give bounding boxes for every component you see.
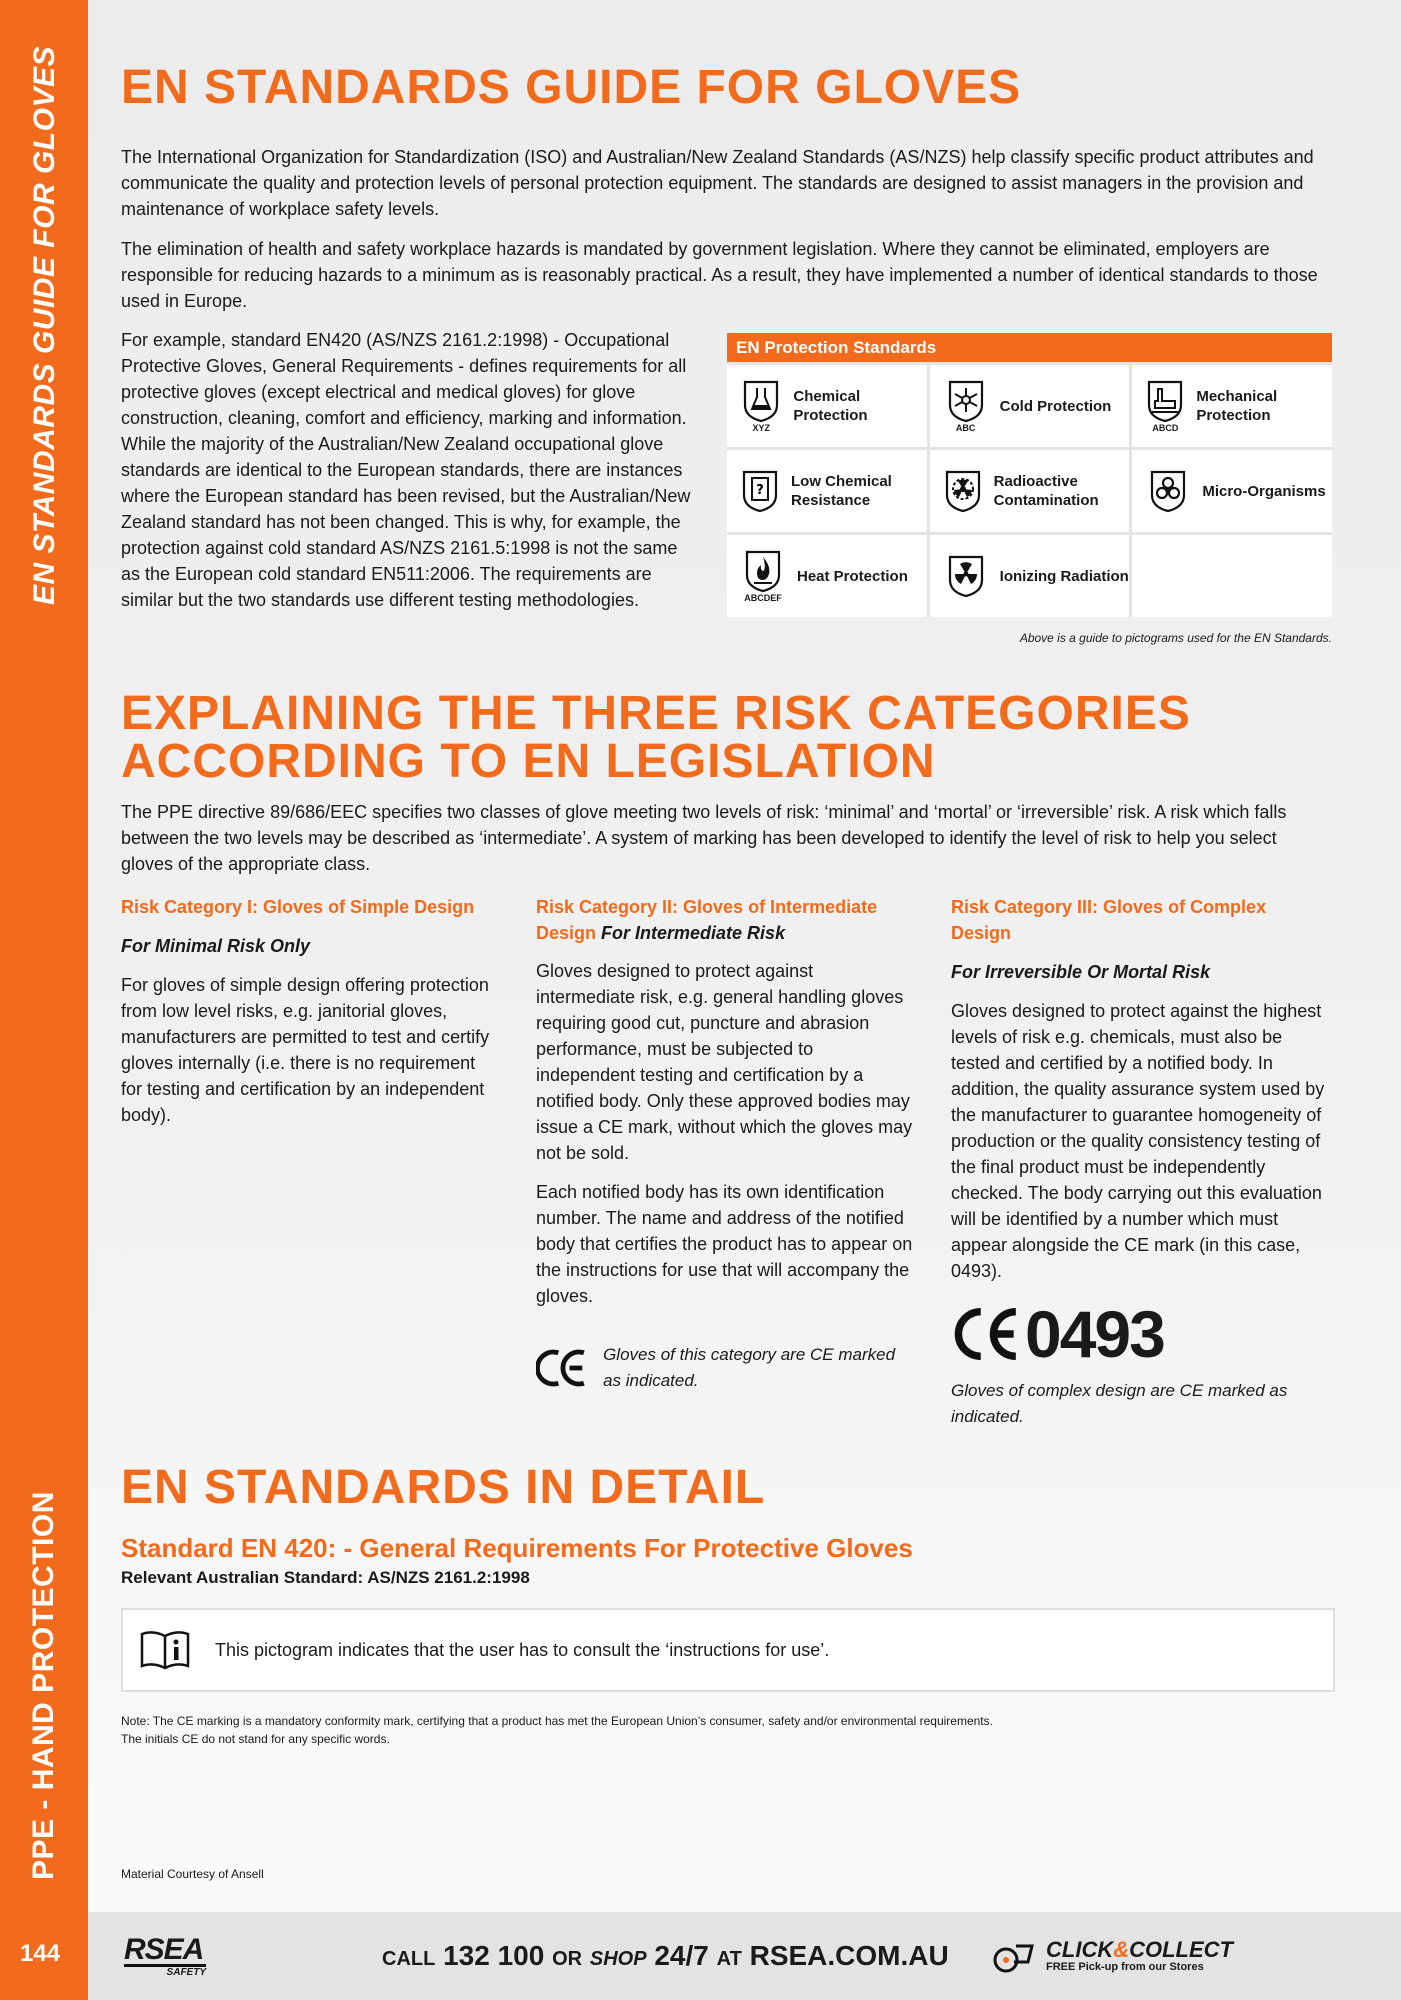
notified-body-number: 0493 bbox=[1025, 1297, 1164, 1371]
code-label: ABC bbox=[955, 423, 976, 433]
ce-mark-row bbox=[536, 1341, 916, 1395]
website-link[interactable]: RSEA.COM.AU bbox=[749, 1940, 949, 1971]
pictogram-text: This pictogram indicates that the user has to consult the ‘instructions for use’. bbox=[215, 1639, 830, 1660]
table-cell bbox=[930, 365, 1130, 447]
risk-category-2 bbox=[536, 894, 916, 1395]
table-cell bbox=[727, 450, 927, 532]
glove-icon bbox=[1146, 379, 1184, 423]
click-collect-icon bbox=[992, 1936, 1038, 1976]
at-word: AT bbox=[716, 1948, 742, 1970]
relevant-standard: Relevant Australian Standard: AS/NZS 2161.2:1998 bbox=[121, 1568, 530, 1587]
rsea-logo[interactable] bbox=[124, 1933, 224, 1978]
note-line-2: The initials CE do not stand for any specific words. bbox=[121, 1732, 390, 1746]
standard-label: Low Chemical Resistance bbox=[791, 473, 892, 509]
click-collect[interactable] bbox=[992, 1936, 1233, 1976]
intro-paragraph-2: The elimination of health and safety workplace hazards is mandated by government legislation. Where they cannot be eliminated, employers are responsible for reducing hazards to a minimum as is reasonably practical. As a result, they have implemented a number of identical standards to those used in Europe. bbox=[121, 239, 1318, 311]
standard-title: Standard EN 420: - General Requirements For Protective Gloves bbox=[121, 1533, 913, 1563]
sidebar-bottom-label: PPE - HAND PROTECTION bbox=[27, 1491, 60, 1880]
note-line-1: Note: The CE marking is a mandatory conformity mark, certifying that a product has met the European Union’s consumer, safety and/or environmental requirements. bbox=[121, 1714, 993, 1728]
table-caption: Above is a guide to pictograms used for the EN Standards. bbox=[1019, 631, 1332, 645]
low-chemical-flask-icon bbox=[741, 469, 779, 513]
category-subtitle: For Intermediate Risk bbox=[601, 923, 786, 943]
phone-number[interactable]: 132 100 bbox=[443, 1940, 545, 1971]
category-title: Risk Category III: Gloves of Complex Design bbox=[951, 897, 1267, 943]
pickup-text: FREE Pick-up from our Stores bbox=[1046, 1961, 1204, 1973]
flask-icon bbox=[742, 379, 780, 423]
code-label: ABCD bbox=[1152, 423, 1179, 433]
table-cell bbox=[930, 535, 1130, 617]
standard-label: Cold Protection bbox=[999, 397, 1112, 415]
table-cell-empty bbox=[1132, 535, 1332, 617]
section-title-line-1: EXPLAINING THE THREE RISK CATEGORIES bbox=[121, 687, 1191, 740]
ce-mark-with-number bbox=[951, 1297, 1331, 1371]
intro-paragraph-3: For example, standard EN420 (AS/NZS 2161.2:1998) - Occupational Protective Gloves, General Requirements - defines requirements for all protective gloves (except electrical and medical gloves) for glove construction, cleaning, comfort and efficiency, marking and information. While the majority of the Australian/New Zealand occupational glove standards are identical to the European standards, there are instances where the European standard has been revised, but the Australian/New Zealand standard has not been changed. This is why, for example, the protection against cold standard AS/NZS 2161.5:1998 is not the same as the European cold standard EN511:2006. The requirements are similar but the two standards use different testing methodologies. bbox=[121, 330, 691, 610]
page-number: 144 bbox=[20, 1940, 61, 1967]
biohazard-icon bbox=[1149, 469, 1187, 513]
standard-label: Heat Protection bbox=[797, 567, 908, 585]
category-subtitle: For Minimal Risk Only bbox=[121, 936, 311, 956]
table-cell bbox=[1132, 365, 1332, 447]
code-label: ABCDEF bbox=[744, 593, 782, 603]
section-title-risk bbox=[121, 687, 1191, 788]
radiation-icon bbox=[947, 554, 985, 598]
svg-text:?: ? bbox=[756, 483, 764, 498]
standard-label: Micro-Organisms bbox=[1202, 482, 1326, 500]
shop-word: SHOP bbox=[589, 1948, 647, 1970]
risk-category-3 bbox=[951, 894, 1331, 1430]
ampersand: & bbox=[1113, 1937, 1130, 1962]
info-book-icon bbox=[139, 1628, 191, 1672]
ce-mark-icon bbox=[536, 1341, 587, 1395]
table-cell bbox=[1132, 450, 1332, 532]
intro-paragraph-1: The International Organization for Standardization (ISO) and Australian/New Zealand Standards (AS/NZS) help classify specific product attributes and communicate the quality and protection levels of personal protection equipment. The standards are designed to assist managers in the provision and maintenance of workplace safety levels. bbox=[121, 147, 1314, 219]
logo-sub: SAFETY bbox=[124, 1964, 206, 1978]
table-header: EN Protection Standards bbox=[727, 333, 1332, 362]
pictogram-box bbox=[121, 1608, 1335, 1692]
sidebar-top-label: EN STANDARDS GUIDE FOR GLOVES bbox=[28, 46, 61, 605]
risk-intro-paragraph: The PPE directive 89/686/EEC specifies two classes of glove meeting two levels of risk: ‘minimal’ and ‘mortal’ or ‘irreversible’ risk. A risk which falls between the two levels may be described as ‘intermediate’. A system of marking has been developed to identify the level of risk to help you select gloves of the appropriate class. bbox=[121, 802, 1287, 874]
section-title-detail: EN STANDARDS IN DETAIL bbox=[121, 1461, 766, 1514]
table-cell bbox=[727, 365, 927, 447]
standard-label: Chemical Protection bbox=[793, 388, 868, 424]
ce-mark-icon bbox=[951, 1305, 1019, 1363]
category-body: Gloves designed to protect against intermediate risk, e.g. general handling gloves requiring good cut, puncture and abrasion performance, must be subjected to independent testing and certification by a notified body. Only these approved bodies may issue a CE mark, without which the gloves may not be sold. bbox=[536, 961, 913, 1163]
table-grid bbox=[727, 362, 1332, 617]
hours: 24/7 bbox=[654, 1940, 709, 1971]
protection-standards-table bbox=[727, 333, 1332, 645]
code-label: XYZ bbox=[752, 423, 770, 433]
call-word: CALL bbox=[382, 1948, 436, 1970]
category-title: Risk Category I: Gloves of Simple Design bbox=[121, 897, 475, 917]
snowflake-icon bbox=[947, 379, 985, 423]
footer bbox=[88, 1912, 1401, 2000]
courtesy-text: Material Courtesy of Ansell bbox=[121, 1867, 264, 1881]
ce-caption: Gloves of this category are CE marked as indicated. bbox=[603, 1345, 896, 1390]
section-title-line-2: ACCORDING TO EN LEGISLATION bbox=[121, 735, 936, 788]
standard-label: Radioactive Contamination bbox=[993, 473, 1099, 509]
flame-icon bbox=[744, 549, 782, 593]
or-word: OR bbox=[552, 1948, 583, 1970]
page-title: EN STANDARDS GUIDE FOR GLOVES bbox=[121, 61, 1022, 114]
ce-note bbox=[121, 1712, 993, 1748]
radioactive-contamination-icon bbox=[944, 469, 982, 513]
risk-category-1 bbox=[121, 894, 501, 1128]
category-body: Gloves designed to protect against the highest levels of risk e.g. chemicals, must also be tested and certified by a notified body. In addition, the quality assurance system used by the manufacturer to guarantee homogeneity of production or the quality consistency testing of the final product must be independently checked. The body carrying out this evaluation will be identified by a number which must appear alongside the CE mark (in this case, 0493). bbox=[951, 1001, 1325, 1281]
standard-label: Ionizing Radiation bbox=[999, 567, 1129, 585]
collect-word: COLLECT bbox=[1129, 1937, 1233, 1962]
standard-label: Mechanical Protection bbox=[1196, 388, 1278, 424]
ce-caption: Gloves of complex design are CE marked as indicated. bbox=[951, 1381, 1288, 1426]
table-cell bbox=[727, 535, 927, 617]
category-body-2: Each notified body has its own identification number. The name and address of the notified body that certifies the product has to appear on the instructions for use that will accompany the gloves. bbox=[536, 1182, 913, 1306]
category-body: For gloves of simple design offering protection from low level risks, e.g. janitorial gloves, manufacturers are permitted to test and certify gloves internally (i.e. there is no requirement for testing and certification by an independent body). bbox=[121, 975, 490, 1125]
click-collect-title bbox=[1046, 1939, 1233, 1961]
category-subtitle: For Irreversible Or Mortal Risk bbox=[951, 962, 1211, 982]
sidebar bbox=[0, 0, 88, 2000]
contact-line bbox=[382, 1940, 949, 1972]
category-title bbox=[536, 894, 916, 946]
click-word: CLICK bbox=[1046, 1937, 1114, 1962]
logo-main: RSEA bbox=[124, 1933, 204, 1966]
category-title-text: Risk Category II: Gloves of Intermediate Design bbox=[536, 897, 878, 943]
table-cell bbox=[930, 450, 1130, 532]
